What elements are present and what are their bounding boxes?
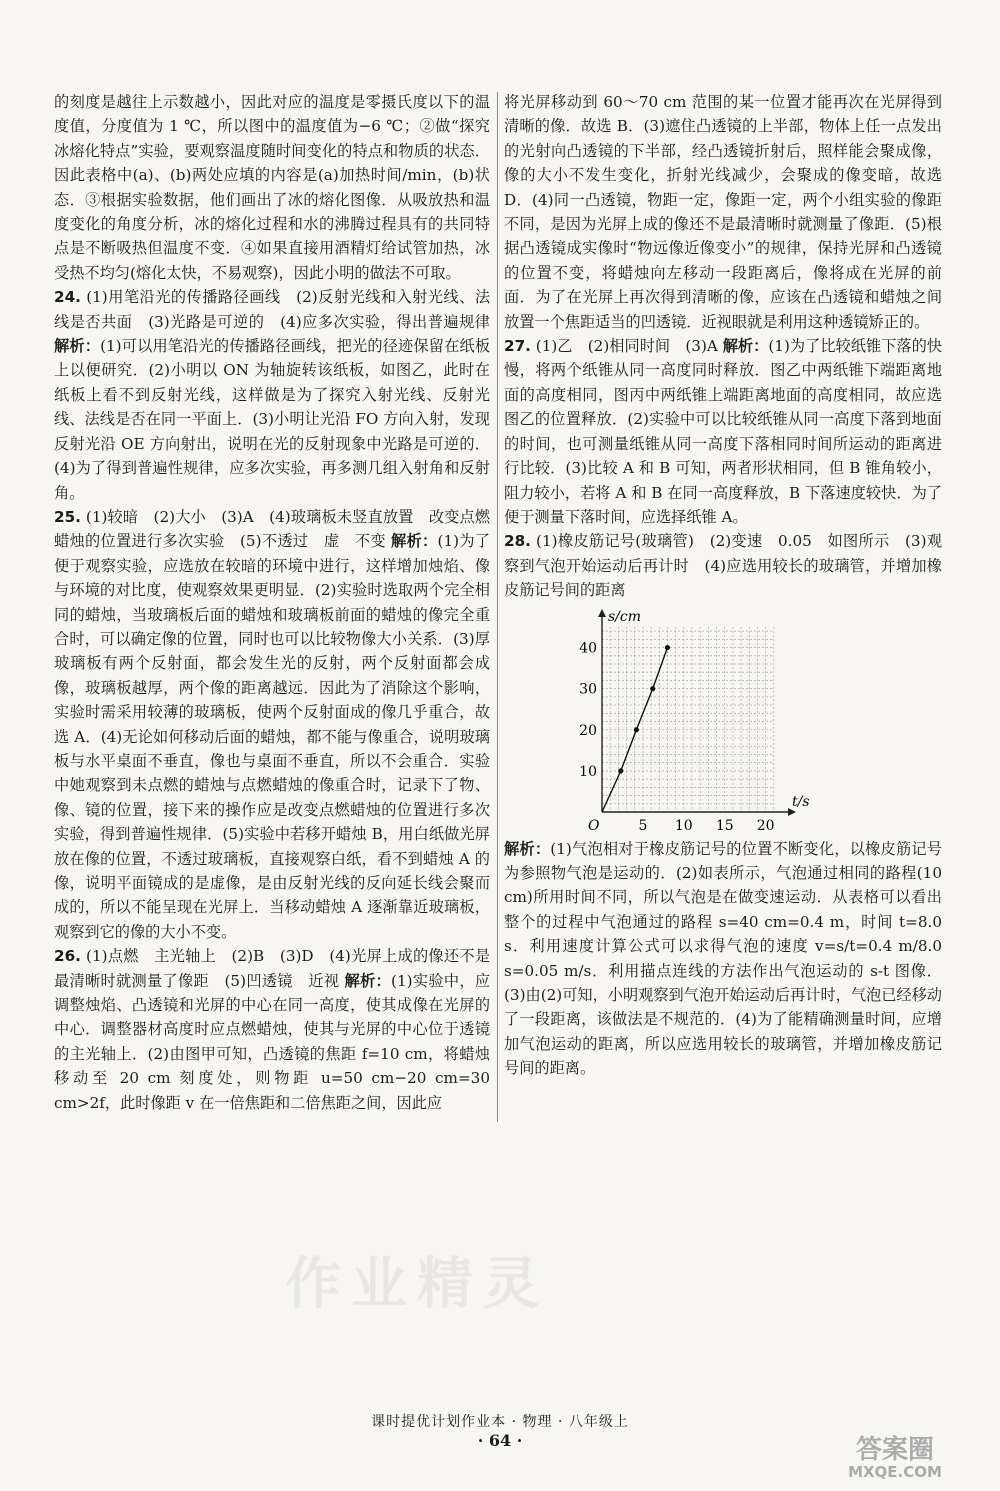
analysis-text: (1)气泡相对于橡皮筋记号的位置不断变化，以橡皮筋记号为参照物气泡是运动的．(2)如表所示，气泡通过相同的路程(10 cm)所用时间不同，所以气泡是在做变速运动．从表格可以看出整个的过程中气泡通过的路程 s=40 cm=0.4 m，时间 t=8.0 s．利用速度计算公式可以求得气泡的速度 v=s/t=0.4 m/8.0 s=0.05 m/s．利用描点连线的方法作出气泡运动的 s-t 图像．(3)由(2)可知，小明观察到气泡开始运动后再计时，气泡已经移动了一段距离，该做法是不规范的．(4)为了能精确测量时间，应增加气泡运动的距离，所以应选用较长的玻璃管，并增加橡皮筋记号间的距离。 (504, 839, 943, 1078)
data-point (634, 727, 639, 732)
site-logo (815, 1430, 975, 1482)
analysis-label: 解析： (391, 532, 438, 551)
footer-book-title: 课时提优计划作业本 · 物理 · 八年级上 (371, 1414, 629, 1430)
paragraph-23-continued: 的刻度是越往上示数越小，因此对应的温度是零摄氏度以下的温度值，分度值为 1 ℃，所以图中的温度值为−6 ℃；②做“探究冰熔化特点”实验，要观察温度随时间变化的特点和物质的状态．因此表格中(a)、(b)两处应填的内容是(a)加热时间/min，(b)状态．③根据实验数据，他们画出了冰的熔化图像．从吸放热和温度变化的角度分析，冰的熔化过程和水的沸腾过程具有的共同特点是不断吸热但温度不变．④如果直接用酒精灯给试管加热，冰受热不均匀(熔化太快，不易观察)，因此小明的做法不可取。 (54, 93, 490, 282)
x-tick-label: 15 (715, 817, 734, 834)
question-number: 28. (504, 532, 531, 551)
x-axis-label: t/s (792, 793, 810, 810)
question-number: 25. (54, 507, 81, 526)
y-tick-label: 30 (579, 681, 597, 698)
question-25 (54, 505, 490, 944)
answer-text: (1)乙 (2)相同时间 (3)A (535, 337, 718, 356)
logo-text: 答案圈 (855, 1435, 935, 1465)
analysis-text: (1)可以用笔沿光的传播路径画线，把光的径迹保留在纸板上以便研究．(2)小明以 ON 为轴旋转该纸板，如图乙，此时在纸板上看不到反射光线，这样做是为了探究入射光线、反射光线、法线是否在同一平面上．(3)小明让光沿 FO 方向入射，发现反射光沿 OE 方向射出，说明在光的反射现象中光路是可逆的．(4)为了得到普遍性规律，应多次实验，再多测几组入射角和反射角。 (54, 337, 491, 502)
analysis-label: 解析： (504, 839, 551, 858)
analysis-text: (1)为了便于观察实验，应选放在较暗的环境中进行，这样增加烛焰、像与环境的对比度，使观察效果更明显．(2)实验时选取两个完全相同的蜡烛，当玻璃板后面的蜡烛和玻璃板前面的蜡烛的像完全重合时，可以确定像的位置，同时也可以比较物像大小关系．(3)厚玻璃板有两个反射面，都会发生光的反射，两个反射面都会成像，玻璃板越厚，两个像的距离越远．因此为了消除这个影响，实验时需采用较薄的玻璃板，使两个反射面成的像几乎重合，故选 A．(4)无论如何移动后面的蜡烛，都不能与像重合，说明玻璃板与水平桌面不垂直，像也与桌面不垂直，所以不会重合．实验中她观察到未点燃的蜡烛与点燃蜡烛的像重合时，记录下了物、像、镜的位置，接下来的操作应是改变点燃蜡烛的位置进行多次实验，得到普遍性规律．(5)实验中若移开蜡烛 B，用白纸做光屏放在像的位置，不透过玻璃板，直接观察白纸，看不到蜡烛 A 的像，说明平面镜成的是虚像，是由反射光线的反向延长线会聚而成的，所以不能呈现在光屏上．当移动蜡烛 A 逐渐靠近玻璃板，观察到它的像的大小不变。 (54, 532, 491, 941)
y-axis-label: s/cm (608, 608, 642, 625)
left-column (54, 90, 490, 1115)
question-number: 26. (54, 947, 81, 966)
data-point (618, 768, 623, 773)
analysis-text: (1)为了比较纸锥下落的快慢，将两个纸锥从同一高度同时释放．图乙中两纸锥下端距离地面的高度相同，图丙中两纸锥上端距离地面的高度相同，故应选图乙的位置释放．(2)实验中可以比较纸锥从同一高度下落到地面的时间，也可测量纸锥从同一高度下落相同时间所运动的距离进行比较．(3)比较 A 和 B 可知，两者形状相同，但 B 锥角较小，阻力较小，若将 A 和 B 在同一高度释放，B 下落速度较快．为了便于测量下落时间，应选择纸锥 A。 (504, 337, 943, 526)
answer-text: (1)较暗 (2)大小 (3)A (4)玻璃板未竖直放置 改变点燃蜡烛的位置进行多次实验 (5)不透过 虚 不变 (54, 507, 491, 551)
y-tick-label: 40 (579, 640, 597, 657)
question-number: 24. (54, 288, 81, 307)
s-t-graph-svg (574, 607, 824, 837)
analysis-label: 解析： (54, 337, 101, 356)
y-tick-label: 20 (579, 722, 597, 739)
column-divider (497, 92, 498, 1122)
question-26 (54, 944, 490, 1115)
data-point (650, 686, 655, 691)
data-point (665, 644, 670, 649)
origin-label: O (588, 817, 600, 834)
x-tick-label: 10 (674, 817, 693, 834)
analysis-text: (1)实验中，应调整烛焰、凸透镜和光屏的中心在同一高度，使其成像在光屏的中心．调整器材高度时应点燃蜡烛，使其与光屏的中心位于透镜的主光轴上．(2)由图甲可知，凸透镜的焦距 f=10 cm，将蜡烛移动至 20 cm 刻度处，则物距 u=50 cm−20 cm=30 cm>2f，此时像距 v 在一倍焦距和二倍焦距之间，因此应 (54, 971, 491, 1112)
right-column (504, 90, 942, 1081)
question-24 (54, 285, 490, 505)
question-28 (504, 529, 942, 602)
paragraph-26-continued: 将光屏移动到 60～70 cm 范围的某一位置才能再次在光屏得到清晰的像．故选 B．(3)遮住凸透镜的上半部，物体上任一点发出的光射向凸透镜的下半部，经凸透镜折射后，照样能会聚成像，像的大小不发生变化，折射光线减少，会聚成的像变暗，故选 D．(4)同一凸透镜，物距一定，像距一定，两个小组实验的像距不同，是因为光屏上成的像还不是最清晰时就测量了像距．(5)根据凸透镜成实像时“物远像近像变小”的规律，保持光屏和凸透镜的位置不变，将蜡烛向左移动一段距离后，像将成在光屏的前面．为了在光屏上再次得到清晰的像，应该在凸透镜和蜡烛之间放置一个焦距适当的凹透镜．近视眼就是利用这种透镜矫正的。 (504, 93, 942, 331)
y-axis-arrow (598, 609, 606, 617)
question-number: 27. (504, 337, 531, 356)
logo-url: MXQE.COM (848, 1463, 942, 1481)
page-number: · 64 · (477, 1431, 523, 1450)
analysis-label: 解析： (722, 337, 769, 356)
analysis-label: 解析： (344, 971, 392, 990)
y-tick-label: 10 (579, 763, 597, 780)
question-28-analysis (504, 837, 942, 1081)
s-t-graph (574, 607, 824, 837)
answer-text: (1)橡皮筋记号(玻璃管) (2)变速 0.05 如图所示 (3)观察到气泡开始运动后再计时 (4)应选用较长的玻璃管，并增加橡皮筋记号间的距离 (504, 532, 943, 600)
x-tick-label: 5 (638, 817, 648, 834)
question-27 (504, 334, 942, 529)
x-tick-label: 20 (756, 817, 775, 834)
answer-text: (1)点燃 主光轴上 (2)B (3)D (4)光屏上成的像还不是最清晰时就测量了像距 (5)凹透镜 近视 (54, 947, 491, 990)
watermark: 作业精灵 (285, 1252, 549, 1317)
answer-text: (1)用笔沿光的传播路径画线 (2)反射光线和入射光线、法线是否共面 (3)光路是可逆的 (4)应多次实验，得出普遍规律 (54, 288, 491, 331)
